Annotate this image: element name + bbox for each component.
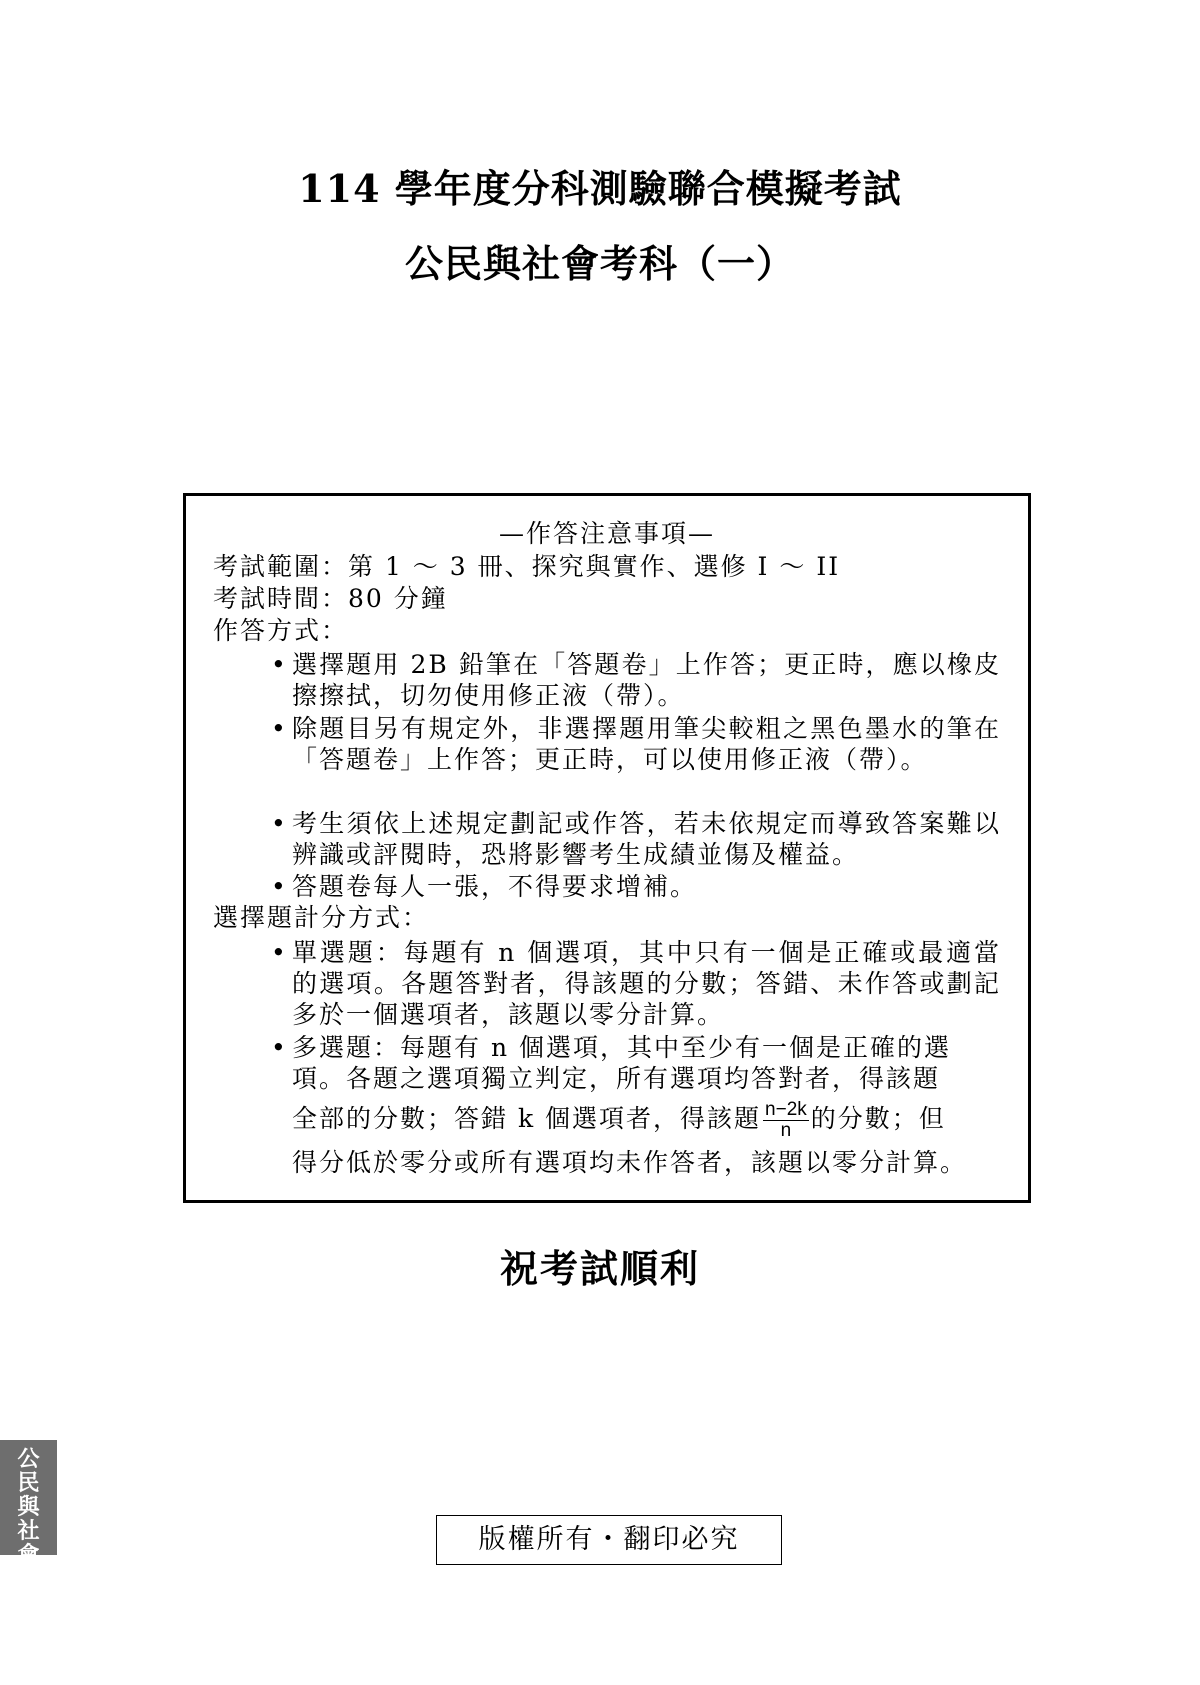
instructions-box bbox=[183, 493, 1031, 1203]
scoring-multi-text: 的分數；但 bbox=[810, 1104, 946, 1133]
bullet-icon: • bbox=[271, 872, 288, 901]
answer-method-label: 作答方式： bbox=[213, 616, 349, 645]
subject-side-tab bbox=[0, 1440, 57, 1568]
scoring-multi-text: 全部的分數；答錯 k 個選項者，得該題 bbox=[292, 1104, 762, 1133]
fraction-denominator: n bbox=[780, 1120, 792, 1141]
scoring-multi-line: 項。各題之選項獨立判定，所有選項均答對者，得該題 bbox=[292, 1064, 941, 1093]
bullet-icon: • bbox=[271, 650, 288, 679]
answer-method-item bbox=[271, 649, 1001, 711]
answer-method-item bbox=[271, 713, 1001, 775]
bullet-icon: • bbox=[271, 809, 288, 838]
scoring-multi-formula-line bbox=[292, 1100, 1001, 1141]
good-luck-message: 祝考試順利 bbox=[499, 1246, 700, 1291]
scoring-multi-line: 得分低於零分或所有選項均未作答者，該題以零分計算。 bbox=[292, 1148, 968, 1177]
answer-method-item-text: 答題卷每人一張，不得要求增補。 bbox=[292, 872, 698, 901]
scoring-label: 選擇題計分方式： bbox=[213, 903, 430, 932]
bullet-icon: • bbox=[271, 938, 288, 967]
exam-scope: 考試範圍：第 1 ～ 3 冊、探究與實作、選修 I ～ II bbox=[213, 552, 841, 581]
fraction-numerator: n−2k bbox=[765, 1099, 807, 1120]
copyright-notice: 版權所有・翻印必究 bbox=[436, 1515, 782, 1565]
scoring-multi-line: 多選題：每題有 n 個選項，其中至少有一個是正確的選 bbox=[292, 1033, 951, 1062]
instructions-heading: —作答注意事項— bbox=[498, 519, 715, 548]
bullet-icon: • bbox=[271, 1033, 288, 1062]
answer-method-item bbox=[271, 808, 1001, 870]
answer-method-item bbox=[271, 871, 1001, 902]
side-tab-label: 公民與社會 bbox=[17, 1447, 40, 1568]
score-fraction bbox=[763, 1100, 809, 1141]
answer-method-item-text: 考生須依上述規定劃記或作答，若未依規定而導致答案難以辨識或評閱時，恐將影響考生成績並傷及權益。 bbox=[292, 809, 1001, 869]
answer-method-item-text: 選擇題用 2B 鉛筆在「答題卷」上作答；更正時，應以橡皮擦擦拭，切勿使用修正液（帶）。 bbox=[292, 650, 1001, 710]
subject-title: 公民與社會考科（一） bbox=[404, 241, 795, 286]
scoring-multiple-choice bbox=[271, 1032, 1001, 1178]
exam-title: 114 學年度分科測驗聯合模擬考試 bbox=[298, 166, 902, 211]
bullet-icon: • bbox=[271, 714, 288, 743]
scoring-single-text: 單選題：每題有 n 個選項，其中只有一個是正確或最適當的選項。各題答對者，得該題的分數；答錯、未作答或劃記多於一個選項者，該題以零分計算。 bbox=[292, 938, 1001, 1029]
scoring-single-choice bbox=[271, 937, 1001, 1030]
answer-method-item-text: 除題目另有規定外，非選擇題用筆尖較粗之黑色墨水的筆在「答題卷」上作答；更正時，可以使用修正液（帶）。 bbox=[292, 714, 1001, 774]
exam-time: 考試時間：80 分鐘 bbox=[213, 584, 448, 613]
